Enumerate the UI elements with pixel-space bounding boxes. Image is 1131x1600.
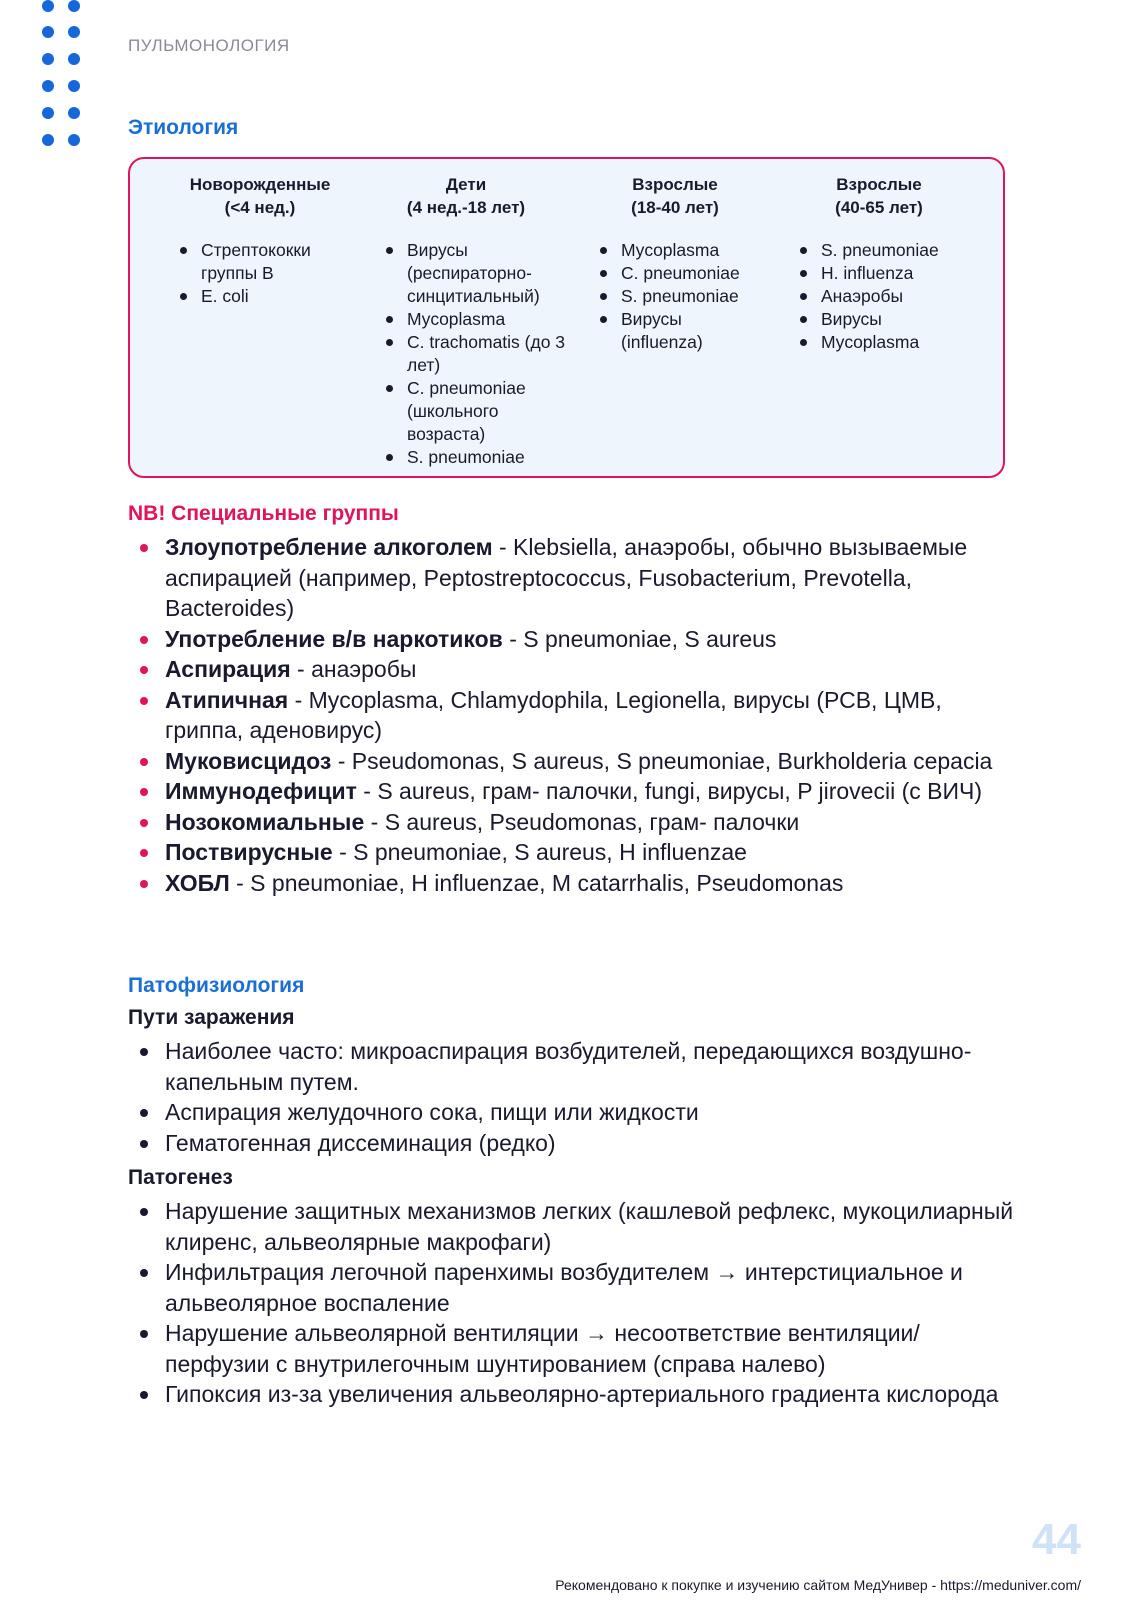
- list-item: C. trachomatis (до 3 лет): [386, 331, 578, 377]
- list-item: C. pneumoniae (школьного возраста): [386, 377, 527, 446]
- list-item: Наиболее часто: микроаспирация возбудителей, передающихся воздушно-капельным путем.: [140, 1036, 1020, 1097]
- routes-heading: Пути заражения: [128, 1006, 295, 1029]
- list-item: Гипоксия из-за увеличения альвеолярно-артериального градиента кислорода: [140, 1379, 1020, 1410]
- list-item: Злоупотребление алкоголем - Klebsiella, анаэробы, обычно вызываемые аспирацией (например, Peptostreptococcus, Fusobacterium, Prevotella, Bacteroides): [140, 532, 1020, 624]
- list-item: C. pneumoniae: [600, 262, 770, 285]
- pathophysiology-heading: Патофизиология: [128, 974, 305, 997]
- list-item: Атипичная - Mycoplasma, Chlamydophila, Legionella, вирусы (РСВ, ЦМВ, гриппа, аденовирус): [140, 685, 1020, 746]
- etiology-heading: Этиология: [128, 116, 239, 139]
- column-list: [180, 239, 390, 308]
- list-item: ХОБЛ - S pneumoniae, H influenzae, M catarrhalis, Pseudomonas: [140, 868, 1020, 899]
- etiology-column-children: [386, 173, 586, 469]
- list-item: Нарушение альвеолярной вентиляции → несоответствие вентиляции/ перфузии с внутрилегочным шунтированием (справа налево): [140, 1318, 1020, 1379]
- column-header: Взрослые (18-40 лет): [631, 175, 719, 217]
- list-item: Нарушение защитных механизмов легких (кашлевой рефлекс, мукоцилиарный клиренс, альвеолярные макрофаги): [140, 1196, 1020, 1257]
- list-item: Аспирация желудочного сока, пищи или жидкости: [140, 1097, 1020, 1128]
- list-item: Муковисцидоз - Pseudomonas, S aureus, S pneumoniae, Burkholderia cepacia: [140, 746, 1020, 777]
- list-item: Вирусы: [800, 308, 970, 331]
- list-item: Иммунодефицит - S aureus, грам- палочки, fungi, вирусы, P jirovecii (с ВИЧ): [140, 776, 1020, 807]
- column-header: Новорожденные (<4 нед.): [189, 175, 331, 217]
- etiology-column-newborns: [180, 173, 390, 308]
- special-groups-heading: NB! Специальные группы: [128, 502, 399, 525]
- etiology-column-adults-18-40: [600, 173, 780, 354]
- page-number: 44: [1032, 1515, 1081, 1564]
- special-groups-list: [140, 532, 1020, 898]
- list-item: E. coli: [180, 285, 390, 308]
- column-list: [600, 239, 770, 354]
- etiology-column-adults-40-65: [800, 173, 980, 354]
- pathogenesis-heading: Патогенез: [128, 1166, 233, 1189]
- list-item: Поствирусные - S pneumoniae, S aureus, H influenzae: [140, 837, 1020, 868]
- column-header: Взрослые (40-65 лет): [835, 175, 923, 217]
- list-item: Стрептококки группы В: [180, 239, 321, 285]
- routes-list: [140, 1036, 1020, 1158]
- list-item: Mycoplasma: [600, 239, 770, 262]
- list-item: Инфильтрация легочной паренхимы возбудителем → интерстициальное и альвеолярное воспаление: [140, 1257, 1020, 1318]
- list-item: Вирусы (influenza): [600, 308, 721, 354]
- section-label: ПУЛЬМОНОЛОГИЯ: [128, 36, 290, 55]
- column-list: [800, 239, 970, 354]
- decorative-dot-grid: [40, 0, 88, 150]
- list-item: Гематогенная диссеминация (редко): [140, 1128, 1020, 1159]
- list-item: Употребление в/в наркотиков - S pneumoniae, S aureus: [140, 624, 1020, 655]
- footer-note: Рекомендовано к покупке и изучению сайтом МедУнивер - https://meduniver.com/: [555, 1577, 1081, 1593]
- column-header: Дети (4 нед.-18 лет): [406, 175, 526, 217]
- list-item: H. influenza: [800, 262, 970, 285]
- list-item: S. pneumoniae: [600, 285, 770, 308]
- list-item: Mycoplasma: [800, 331, 970, 354]
- list-item: Анаэробы: [800, 285, 970, 308]
- list-item: Нозокомиальные - S aureus, Pseudomonas, грам- палочки: [140, 807, 1020, 838]
- column-list: [386, 239, 578, 469]
- list-item: S. pneumoniae: [800, 239, 970, 262]
- list-item: Вирусы (респираторно-синцитиальный): [386, 239, 555, 308]
- list-item: Аспирация - анаэробы: [140, 654, 1020, 685]
- etiology-table: [128, 157, 1005, 478]
- list-item: S. pneumoniae: [386, 446, 578, 469]
- pathogenesis-list: [140, 1196, 1020, 1410]
- list-item: Mycoplasma: [386, 308, 578, 331]
